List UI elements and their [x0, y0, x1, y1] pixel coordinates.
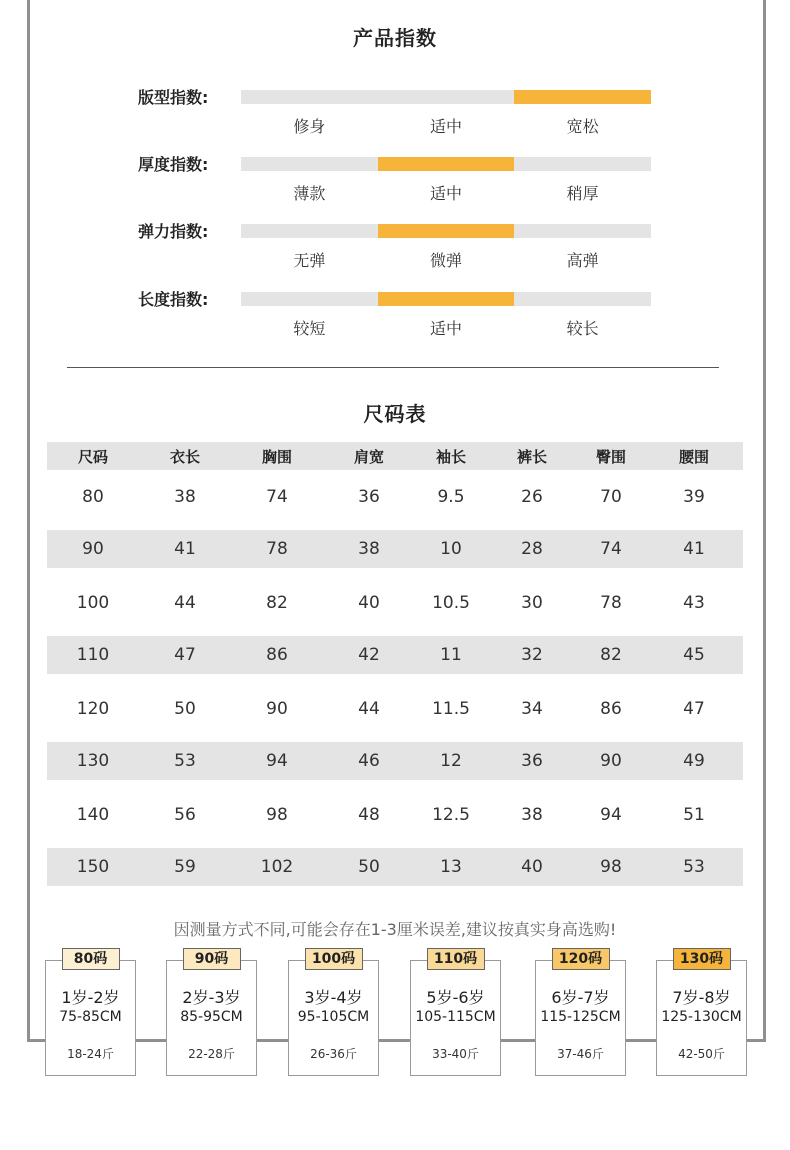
table-cell: 82	[600, 645, 622, 665]
age-range: 3岁-4岁	[304, 988, 363, 1007]
table-cell: 44	[358, 698, 380, 719]
index-label: 版型指数:	[138, 88, 209, 107]
table-cell: 42	[358, 645, 380, 665]
table-cell: 120	[76, 698, 110, 719]
table-cell: 9.5	[437, 486, 465, 507]
table-cell: 38	[174, 486, 196, 507]
table-cell: 50	[358, 857, 380, 877]
weight-range: 18-24斤	[67, 1047, 114, 1061]
table-header-cell: 尺码	[77, 447, 108, 466]
height-range: 125-130CM	[661, 1009, 742, 1025]
table-cell: 78	[266, 539, 288, 559]
size-guide-card	[166, 951, 257, 1076]
index-bar-segment	[241, 292, 378, 306]
table-cell: 140	[76, 804, 110, 825]
index-bar-selected-segment	[378, 157, 515, 171]
index-bar	[241, 90, 651, 104]
table-cell: 49	[683, 751, 705, 771]
table-row	[47, 530, 743, 568]
measurement-note: 因测量方式不同,可能会存在1-3厘米误差,建议按真实身高选购!	[173, 920, 617, 939]
table-cell: 50	[174, 698, 196, 719]
table-cell: 100	[76, 592, 110, 613]
table-cell: 98	[600, 857, 622, 877]
index-bar-segment	[241, 224, 378, 238]
table-cell: 45	[683, 645, 705, 665]
size-badge: 80码	[62, 948, 120, 970]
table-cell: 59	[174, 857, 196, 877]
index-option: 薄款	[293, 184, 326, 203]
index-options	[241, 316, 651, 339]
table-cell: 82	[266, 592, 288, 613]
table-cell: 41	[174, 539, 196, 559]
index-bar	[241, 157, 651, 171]
index-options	[241, 181, 651, 204]
index-bar-selected-segment	[514, 90, 651, 104]
index-option: 较短	[293, 319, 326, 338]
table-cell: 10	[440, 539, 462, 559]
table-cell: 26	[521, 486, 543, 507]
table-cell: 94	[600, 804, 622, 825]
size-guide-cards	[0, 947, 790, 1087]
index-option: 稍厚	[566, 184, 599, 203]
table-cell: 130	[76, 751, 110, 771]
table-row	[47, 576, 743, 629]
weight-range: 33-40斤	[432, 1047, 479, 1061]
table-header-cell: 衣长	[169, 447, 200, 466]
table-cell: 90	[266, 698, 288, 719]
index-options	[241, 114, 651, 137]
table-cell: 80	[82, 486, 104, 507]
index-option: 较长	[566, 319, 599, 338]
table-cell: 94	[266, 751, 288, 771]
height-range: 85-95CM	[180, 1009, 243, 1025]
height-range: 105-115CM	[415, 1009, 496, 1025]
index-label: 厚度指数:	[138, 155, 209, 174]
index-option: 修身	[293, 117, 326, 136]
index-option: 微弹	[430, 251, 463, 270]
index-bar-segment	[514, 292, 651, 306]
table-cell: 12.5	[432, 804, 470, 825]
table-cell: 47	[683, 698, 705, 719]
table-cell: 11.5	[432, 698, 470, 719]
table-cell: 41	[683, 539, 705, 559]
index-bar-selected-segment	[378, 292, 515, 306]
table-cell: 10.5	[432, 592, 470, 613]
size-badge: 90码	[183, 948, 241, 970]
index-option: 宽松	[566, 117, 599, 136]
table-cell: 11	[440, 645, 462, 665]
index-label: 长度指数:	[138, 290, 209, 309]
table-cell: 44	[174, 592, 196, 613]
table-cell: 53	[174, 751, 196, 771]
table-cell: 98	[266, 804, 288, 825]
index-option: 适中	[430, 319, 463, 338]
size-guide-card	[45, 951, 136, 1076]
table-header-cell: 袖长	[435, 447, 466, 466]
table-cell: 47	[174, 645, 196, 665]
table-cell: 39	[683, 486, 705, 507]
weight-range: 42-50斤	[678, 1047, 725, 1061]
table-cell: 36	[521, 751, 543, 771]
table-header-row	[47, 442, 743, 470]
table-header-cell: 胸围	[261, 447, 292, 466]
size-guide-card	[288, 951, 379, 1076]
age-range: 1岁-2岁	[61, 988, 120, 1007]
index-bar-segment	[514, 157, 651, 171]
table-cell: 30	[521, 592, 543, 613]
age-range: 2岁-3岁	[182, 988, 241, 1007]
height-range: 95-105CM	[297, 1009, 370, 1025]
table-row	[47, 636, 743, 674]
index-options	[241, 248, 651, 271]
index-bar	[241, 292, 651, 306]
size-table	[47, 442, 743, 894]
table-row	[47, 848, 743, 886]
table-cell: 70	[600, 486, 622, 507]
table-cell: 102	[260, 857, 294, 877]
table-cell: 53	[683, 857, 705, 877]
size-guide-card	[410, 951, 501, 1076]
index-option: 适中	[430, 117, 463, 136]
table-cell: 46	[358, 751, 380, 771]
height-range: 75-85CM	[59, 1009, 122, 1025]
table-cell: 78	[600, 592, 622, 613]
table-cell: 51	[683, 804, 705, 825]
table-row	[47, 470, 743, 523]
table-cell: 32	[521, 645, 543, 665]
index-option: 无弹	[293, 251, 326, 270]
table-cell: 74	[266, 486, 288, 507]
height-range: 115-125CM	[540, 1009, 621, 1025]
table-cell: 38	[521, 804, 543, 825]
table-row	[47, 682, 743, 735]
table-row	[47, 788, 743, 841]
table-cell: 40	[521, 857, 543, 877]
table-cell: 90	[82, 539, 104, 559]
size-guide-card	[656, 951, 747, 1076]
size-chart-title: 尺码表	[363, 402, 427, 426]
index-row	[0, 90, 790, 140]
table-cell: 86	[600, 698, 622, 719]
index-bar-segment	[378, 90, 515, 104]
index-bar-selected-segment	[378, 224, 515, 238]
index-label: 弹力指数:	[138, 222, 209, 241]
table-cell: 90	[600, 751, 622, 771]
index-row	[0, 157, 790, 207]
age-range: 5岁-6岁	[426, 988, 485, 1007]
table-header-cell: 臀围	[595, 447, 626, 466]
age-range: 6岁-7岁	[551, 988, 610, 1007]
index-bar	[241, 224, 651, 238]
table-header-cell: 肩宽	[353, 447, 384, 466]
index-bar-segment	[241, 157, 378, 171]
weight-range: 37-46斤	[557, 1047, 604, 1061]
table-cell: 43	[683, 592, 705, 613]
table-cell: 150	[76, 857, 110, 877]
index-row	[0, 292, 790, 342]
index-row	[0, 224, 790, 274]
size-badge: 130码	[673, 948, 731, 970]
table-row	[47, 742, 743, 780]
table-cell: 28	[521, 539, 543, 559]
table-cell: 74	[600, 539, 622, 559]
table-cell: 36	[358, 486, 380, 507]
table-cell: 34	[521, 698, 543, 719]
table-header-cell: 腰围	[678, 447, 709, 466]
size-badge: 110码	[427, 948, 485, 970]
table-cell: 12	[440, 751, 462, 771]
weight-range: 22-28斤	[188, 1047, 235, 1061]
size-badge: 120码	[552, 948, 610, 970]
table-cell: 48	[358, 804, 380, 825]
table-cell: 40	[358, 592, 380, 613]
index-bar-segment	[241, 90, 378, 104]
table-cell: 38	[358, 539, 380, 559]
table-cell: 56	[174, 804, 196, 825]
index-option: 高弹	[566, 251, 599, 270]
size-badge: 100码	[305, 948, 363, 970]
table-cell: 13	[440, 857, 462, 877]
size-guide-card	[535, 951, 626, 1076]
table-cell: 86	[266, 645, 288, 665]
index-bar-segment	[514, 224, 651, 238]
table-header-cell: 裤长	[516, 447, 547, 466]
age-range: 7岁-8岁	[672, 988, 731, 1007]
table-cell: 110	[76, 645, 110, 665]
product-index-title: 产品指数	[353, 26, 437, 50]
index-option: 适中	[430, 184, 463, 203]
divider	[67, 367, 719, 368]
weight-range: 26-36斤	[310, 1047, 357, 1061]
